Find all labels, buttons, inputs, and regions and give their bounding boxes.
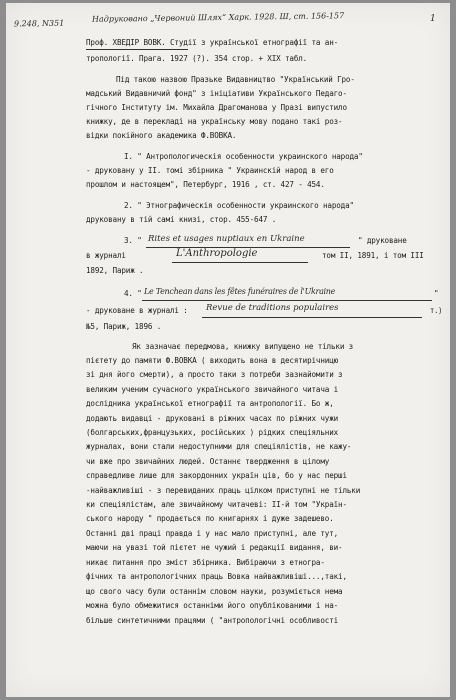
text-line: додають видавці - друковані в ріжних часах по ріжних чужи — [86, 414, 339, 423]
text-line: можна було обмежитися останніми його опублікованими і на- — [86, 601, 339, 610]
archive-reference: 9.248, N351 — [13, 18, 65, 29]
text-line: -найважливіші - з перевиданих праць цілком приступні не тільки — [86, 486, 361, 495]
list-item: І. " Антропологическія особенности украинского народа" — [124, 152, 363, 161]
text-line: мадський Видавничий фонд" з ініціативи Українського Педаго- — [86, 89, 347, 98]
fill-in-rule — [142, 300, 432, 301]
text-line: прошлом и настоящем", Петербург, 1916 , ст. 427 - 454. — [86, 180, 325, 189]
fill-in-rule — [172, 262, 308, 263]
text-line: Під такою назвою Празьке Видавництво "Український Гро- — [116, 75, 355, 84]
list-item: 2. " Этнографическія особенности украинского народа" — [124, 201, 354, 210]
text-line: - друковане в журналі : — [86, 306, 188, 315]
text-line: відки покійного академика Ф.ВОВКА. — [86, 131, 237, 140]
text-line: що свого часу були останнім словом науки, розуміється нема — [86, 587, 343, 596]
handwritten-header: Надруковано „Червоний Шлях“ Харк. 1928. Ш, ст. 156-157 — [91, 11, 345, 24]
text-line: маючи на увазі той пієтет не чужий і редакції видання, ви- — [86, 543, 343, 552]
title-line-1: Проф. ХВЕДІР ВОВК. Студії з української етнографії та ан- — [86, 38, 339, 47]
text-line: " — [434, 289, 439, 298]
document-page — [6, 3, 450, 697]
text-line: ського народу " продається по книгарнях і дуже задешево. — [86, 514, 334, 523]
text-line: никає питання про зміст збірника. Вибіраючи з етногра- — [86, 558, 325, 567]
text-line: журналах, вони стали недоступними для спеціялістів, не кажу- — [86, 442, 352, 451]
fill-in-rule — [202, 317, 422, 318]
text-line: справедливе лише для закордонних україн ців, бо у нас перші — [86, 471, 347, 480]
text-line: 1892, Париж . — [86, 266, 144, 275]
text-line: ки спеціялістам, але звичайному читачеві: ІІ-й том "Україн- — [86, 500, 347, 509]
text-line: дослідника української етнографії та антропології. Бо ж, — [86, 399, 334, 408]
handwritten-insert: Revue de traditions populaires — [206, 303, 339, 313]
text-line: - друковану у ІІ. томі збірника " Украинскій народ в его — [86, 166, 334, 175]
handwritten-insert: Rites et usages nuptiaux en Ukraine — [148, 234, 305, 244]
text-line: (болгарських,французьких, російських ) рідких спеціяльних — [86, 428, 339, 437]
text-line: в журналі — [86, 251, 126, 260]
text-line: пієтету до памяти Ф.ВОВКА ( виходить вона в десятирічницю — [86, 356, 339, 365]
text-line: " друковане — [358, 236, 407, 245]
text-line: №5, Париж, 1896 . — [86, 322, 162, 331]
title-line-2: тропології. Прага. 1927 (?). 354 стор. + XIX табл. — [86, 54, 308, 63]
text-line: більше синтетичними працями ( "антропологічні особливості — [86, 616, 339, 625]
text-line: чи вже про звичайних людей. Останнє твердження в цілому — [86, 457, 330, 466]
text-line: великим ученим сучасного українського звичайного читача і — [86, 385, 339, 394]
list-item: 4. " — [124, 289, 142, 298]
text-line: т.) — [430, 306, 443, 315]
text-line: зі дня його смерти), а просто таки з потреби зазнайомити з — [86, 370, 343, 379]
text-line: друковану в тій самі книзі, стор. 455-647 . — [86, 215, 277, 224]
handwritten-insert: Le Tenchean dans les fêtes funéraires de l'Ukraine — [144, 287, 336, 296]
page-mark: 1 — [430, 14, 436, 24]
text-line: гічного Інституту ім. Михайла Драгоманова у Празі випустило — [86, 103, 347, 112]
text-line: книжку, де в перекладі на українську мову подано такі роз- — [86, 117, 343, 126]
text-line: Як зазначає передмова, книжку випущено не тільки з — [132, 342, 354, 351]
text-line: Останні дві праці правда і у нас мало приступні, але тут, — [86, 529, 339, 538]
handwritten-insert: L'Anthropologie — [176, 248, 258, 259]
title-underline — [86, 49, 188, 50]
list-item: 3. " — [124, 236, 142, 245]
text-line: том ІІ, 1891, і том ІІІ — [322, 251, 424, 260]
text-line: фічних та антропологічних праць Вовка найважливіші...,такі, — [86, 572, 347, 581]
